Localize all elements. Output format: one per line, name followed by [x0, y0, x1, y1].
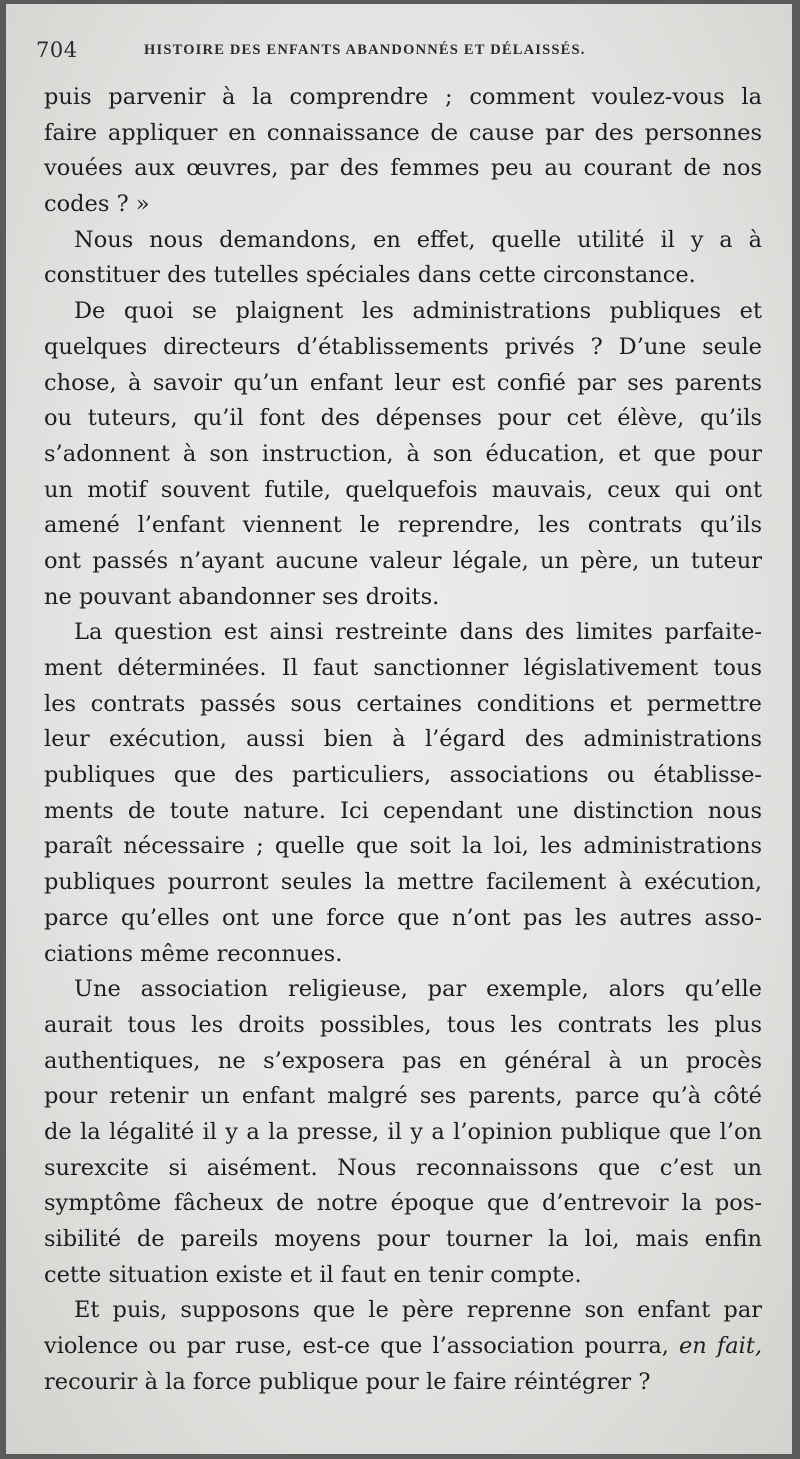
text-line — [44, 330, 762, 366]
text-line — [44, 1329, 762, 1365]
text-line — [44, 544, 762, 580]
text-line — [44, 1079, 762, 1115]
text-line-content: violence ou par ruse, est-ce que l’association pourra, — [44, 1333, 679, 1360]
text-line — [44, 151, 762, 187]
book-page — [6, 4, 792, 1454]
text-line-content: s’adonnent à son instruction, à son éducation, et que pour — [44, 440, 762, 467]
page-number: 704 — [36, 38, 78, 62]
text-line-content: aurait tous les droits possibles, tous les contrats les plus — [44, 1011, 762, 1038]
text-line — [44, 473, 762, 509]
text-line-content: vouées aux œuvres, par des femmes peu au courant de nos — [44, 155, 762, 182]
text-line — [44, 722, 762, 758]
text-line — [44, 1365, 762, 1401]
text-line-content: authentiques, ne s’exposera pas en général à un procès — [44, 1047, 762, 1074]
text-line — [44, 1258, 762, 1294]
text-line-content: symptôme fâcheux de notre époque que d’entrevoir la pos- — [44, 1190, 762, 1217]
text-line — [44, 366, 762, 402]
text-line — [44, 508, 762, 544]
text-line — [44, 651, 762, 687]
text-line-content: De quoi se plaignent les administrations publiques et — [74, 298, 762, 325]
text-line — [44, 1115, 762, 1151]
text-line-content: amené l’enfant viennent le reprendre, les contrats qu’ils — [44, 512, 762, 539]
text-line — [44, 223, 762, 259]
text-line — [44, 937, 762, 973]
text-line — [44, 1151, 762, 1187]
text-line-content: Une association religieuse, par exemple, alors qu’elle — [74, 976, 762, 1003]
text-line — [44, 1044, 762, 1080]
text-line-content: recourir à la force publique pour le faire réintégrer ? — [44, 1368, 651, 1395]
body-text — [44, 80, 762, 1400]
text-line — [44, 437, 762, 473]
text-line — [44, 401, 762, 437]
text-line-content: publiques que des particuliers, associations ou établisse- — [44, 762, 762, 789]
text-line-content: surexcite si aisément. Nous reconnaissons que c’est un — [44, 1154, 762, 1181]
italic-phrase: en fait, — [678, 1333, 763, 1360]
text-line-content: de la légalité il y a la presse, il y a l’opinion publique que l’on — [44, 1118, 762, 1145]
text-line-content: ment déterminées. Il faut sanctionner législativement tous — [44, 655, 762, 681]
text-line-content: Nous nous demandons, en effet, quelle utilité il y a à — [74, 226, 762, 253]
text-line — [44, 1186, 762, 1222]
text-line — [44, 187, 762, 223]
text-line — [44, 1293, 762, 1329]
text-line-content: quelques directeurs d’établissements privés ? D’une seule — [44, 333, 762, 360]
text-line — [44, 258, 762, 294]
text-line-content: parce qu’elles ont une force que n’ont pas les autres asso- — [44, 904, 762, 931]
text-line-content: puis parvenir à la comprendre ; comment voulez-vous la — [44, 84, 762, 110]
text-line-content: ne pouvant abandonner ses droits. — [44, 583, 440, 610]
text-line-content: constituer des tutelles spéciales dans cette circonstance. — [44, 262, 696, 289]
text-line-content: les contrats passés sous certaines conditions et permettre — [44, 690, 762, 717]
text-line — [44, 829, 762, 865]
text-line-content: chose, à savoir qu’un enfant leur est confié par ses parents — [44, 369, 762, 396]
text-line-content: cette situation existe et il faut en tenir compte. — [44, 1261, 582, 1288]
text-line — [44, 758, 762, 794]
page-header — [36, 38, 756, 68]
text-line — [44, 294, 762, 330]
text-line-content: paraît nécessaire ; quelle que soit la loi, les administrations — [44, 833, 762, 860]
text-line-content: pour retenir un enfant malgré ses parents, parce qu’à côté — [44, 1083, 762, 1110]
text-line-content: ou tuteurs, qu’il font des dépenses pour cet élève, qu’ils — [44, 405, 762, 432]
text-line-content: un motif souvent futile, quelquefois mauvais, ceux qui ont — [44, 476, 762, 503]
text-line-content: leur exécution, aussi bien à l’égard des administrations — [44, 726, 762, 753]
text-line-content: faire appliquer en connaissance de cause par des personnes — [44, 119, 762, 146]
text-line — [44, 794, 762, 830]
text-line — [44, 80, 762, 116]
text-line-content: codes ? » — [44, 191, 150, 218]
text-line — [44, 1008, 762, 1044]
running-head: HISTOIRE DES ENFANTS ABANDONNÉS ET DÉLAISSÉS. — [144, 42, 586, 58]
text-line-content: publiques pourront seules la mettre facilement à exécution, — [44, 869, 762, 896]
text-line — [44, 865, 762, 901]
text-line — [44, 901, 762, 937]
text-line — [44, 687, 762, 723]
text-line-content: ciations même reconnues. — [44, 940, 343, 967]
text-line — [44, 116, 762, 152]
text-line-content: sibilité de pareils moyens pour tourner la loi, mais enfin — [44, 1226, 762, 1252]
text-line — [44, 972, 762, 1008]
text-line-content: ont passés n’ayant aucune valeur légale, un père, un tuteur — [44, 547, 762, 574]
text-line — [44, 1222, 762, 1258]
text-line — [44, 615, 762, 651]
text-line-content: La question est ainsi restreinte dans des limites parfaite- — [74, 619, 762, 646]
text-line — [44, 580, 762, 616]
text-line-content: Et puis, supposons que le père reprenne son enfant par — [74, 1297, 762, 1324]
text-line-content: ments de toute nature. Ici cependant une distinction nous — [44, 797, 762, 824]
